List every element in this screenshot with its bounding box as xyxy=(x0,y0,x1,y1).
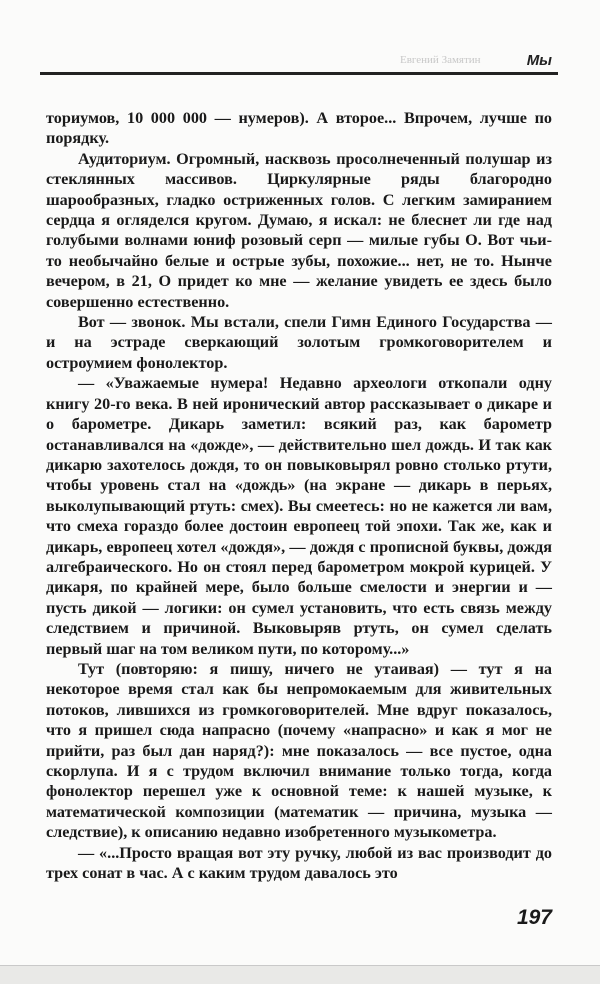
body-text xyxy=(46,108,552,883)
paragraph-4: — «Уважаемые нумера! Недавно археологи откопали одну книгу 20-го века. В ней иронический автор рассказывает о дикаре и о барометре. Дикарь заметил: всякий раз, как барометр останавливался на «дожде», — действительно шел дождь. И так как дикарю захотелось дождя, то он повыковырял ровно столько ртути, чтобы уровень стал на «дождь» (на экране — дикарь в перьях, выколупывающий ртуть: смех). Вы смеетесь: но не кажется ли вам, что смеха гораздо более достоин европеец той эпохи. Так же, как и дикарь, европеец хотел «дождя», — дождя с прописной буквы, дождя алгебраического. Но он стоял перед барометром мокрой курицей. У дикаря, по крайней мере, было больше смелости и энергии и — пусть дикой — логики: он сумел установить, что есть связь между следствием и причиной. Выковыряв ртуть, он сумел сделать первый шаг на том великом пути, по которому...» xyxy=(46,374,552,658)
paragraph-3: Вот — звонок. Мы встали, спели Гимн Единого Государства — и на эстраде сверкающий золотым громкоговорителем и остроумием фонолектор. xyxy=(46,313,552,372)
page-number: 197 xyxy=(516,906,552,929)
paragraph-5: Тут (повторяю: я пишу, ничего не утаивая) — тут я на некоторое время стал как бы непромокаемым для живительных потоков, лившихся из громкоговорителей. Мне вдруг показалось, что я пришел сюда напрасно (почему «напрасно» и как я мог не прийти, раз был дан наряд?): мне показалось — все пустое, одна скорлупа. И я с трудом включил внимание только тогда, когда фонолектор перешел уже к основной теме: к нашей музыке, к математической композиции (математик — причина, музыка — следствие), к описанию недавно изобретенного музыкометра. xyxy=(46,659,552,842)
paragraph-2: Аудиториум. Огромный, насквозь просолнеченный полушар из стеклянных массивов. Циркулярные ряды благородно шарообразных, гладко остриженных голов. С легким замиранием сердца я огляделся кругом. Думаю, я искал: не блеснет ли где над голубыми волнами юниф розовый серп — милые губы О. Вот чьи-то необычайно белые и острые зубы, похожие... нет, не то. Нынче вечером, в 21, О придет ко мне — желание увидеть ее здесь было совершенно естественно. xyxy=(46,149,552,311)
page-bottom-edge xyxy=(0,966,600,984)
page-header xyxy=(40,50,558,76)
paragraph-6: — «...Просто вращая вот эту ручку, любой из вас производит до трех сонат в час. А с каким трудом давалось это xyxy=(46,843,552,883)
paragraph-1: ториумов, 10 000 000 — нумеров). А второе... Впрочем, лучше по порядку. xyxy=(46,109,552,148)
header-rule xyxy=(40,72,558,75)
running-title: Мы xyxy=(526,52,552,69)
ghost-running-head: Евгений Замятин xyxy=(400,54,481,66)
